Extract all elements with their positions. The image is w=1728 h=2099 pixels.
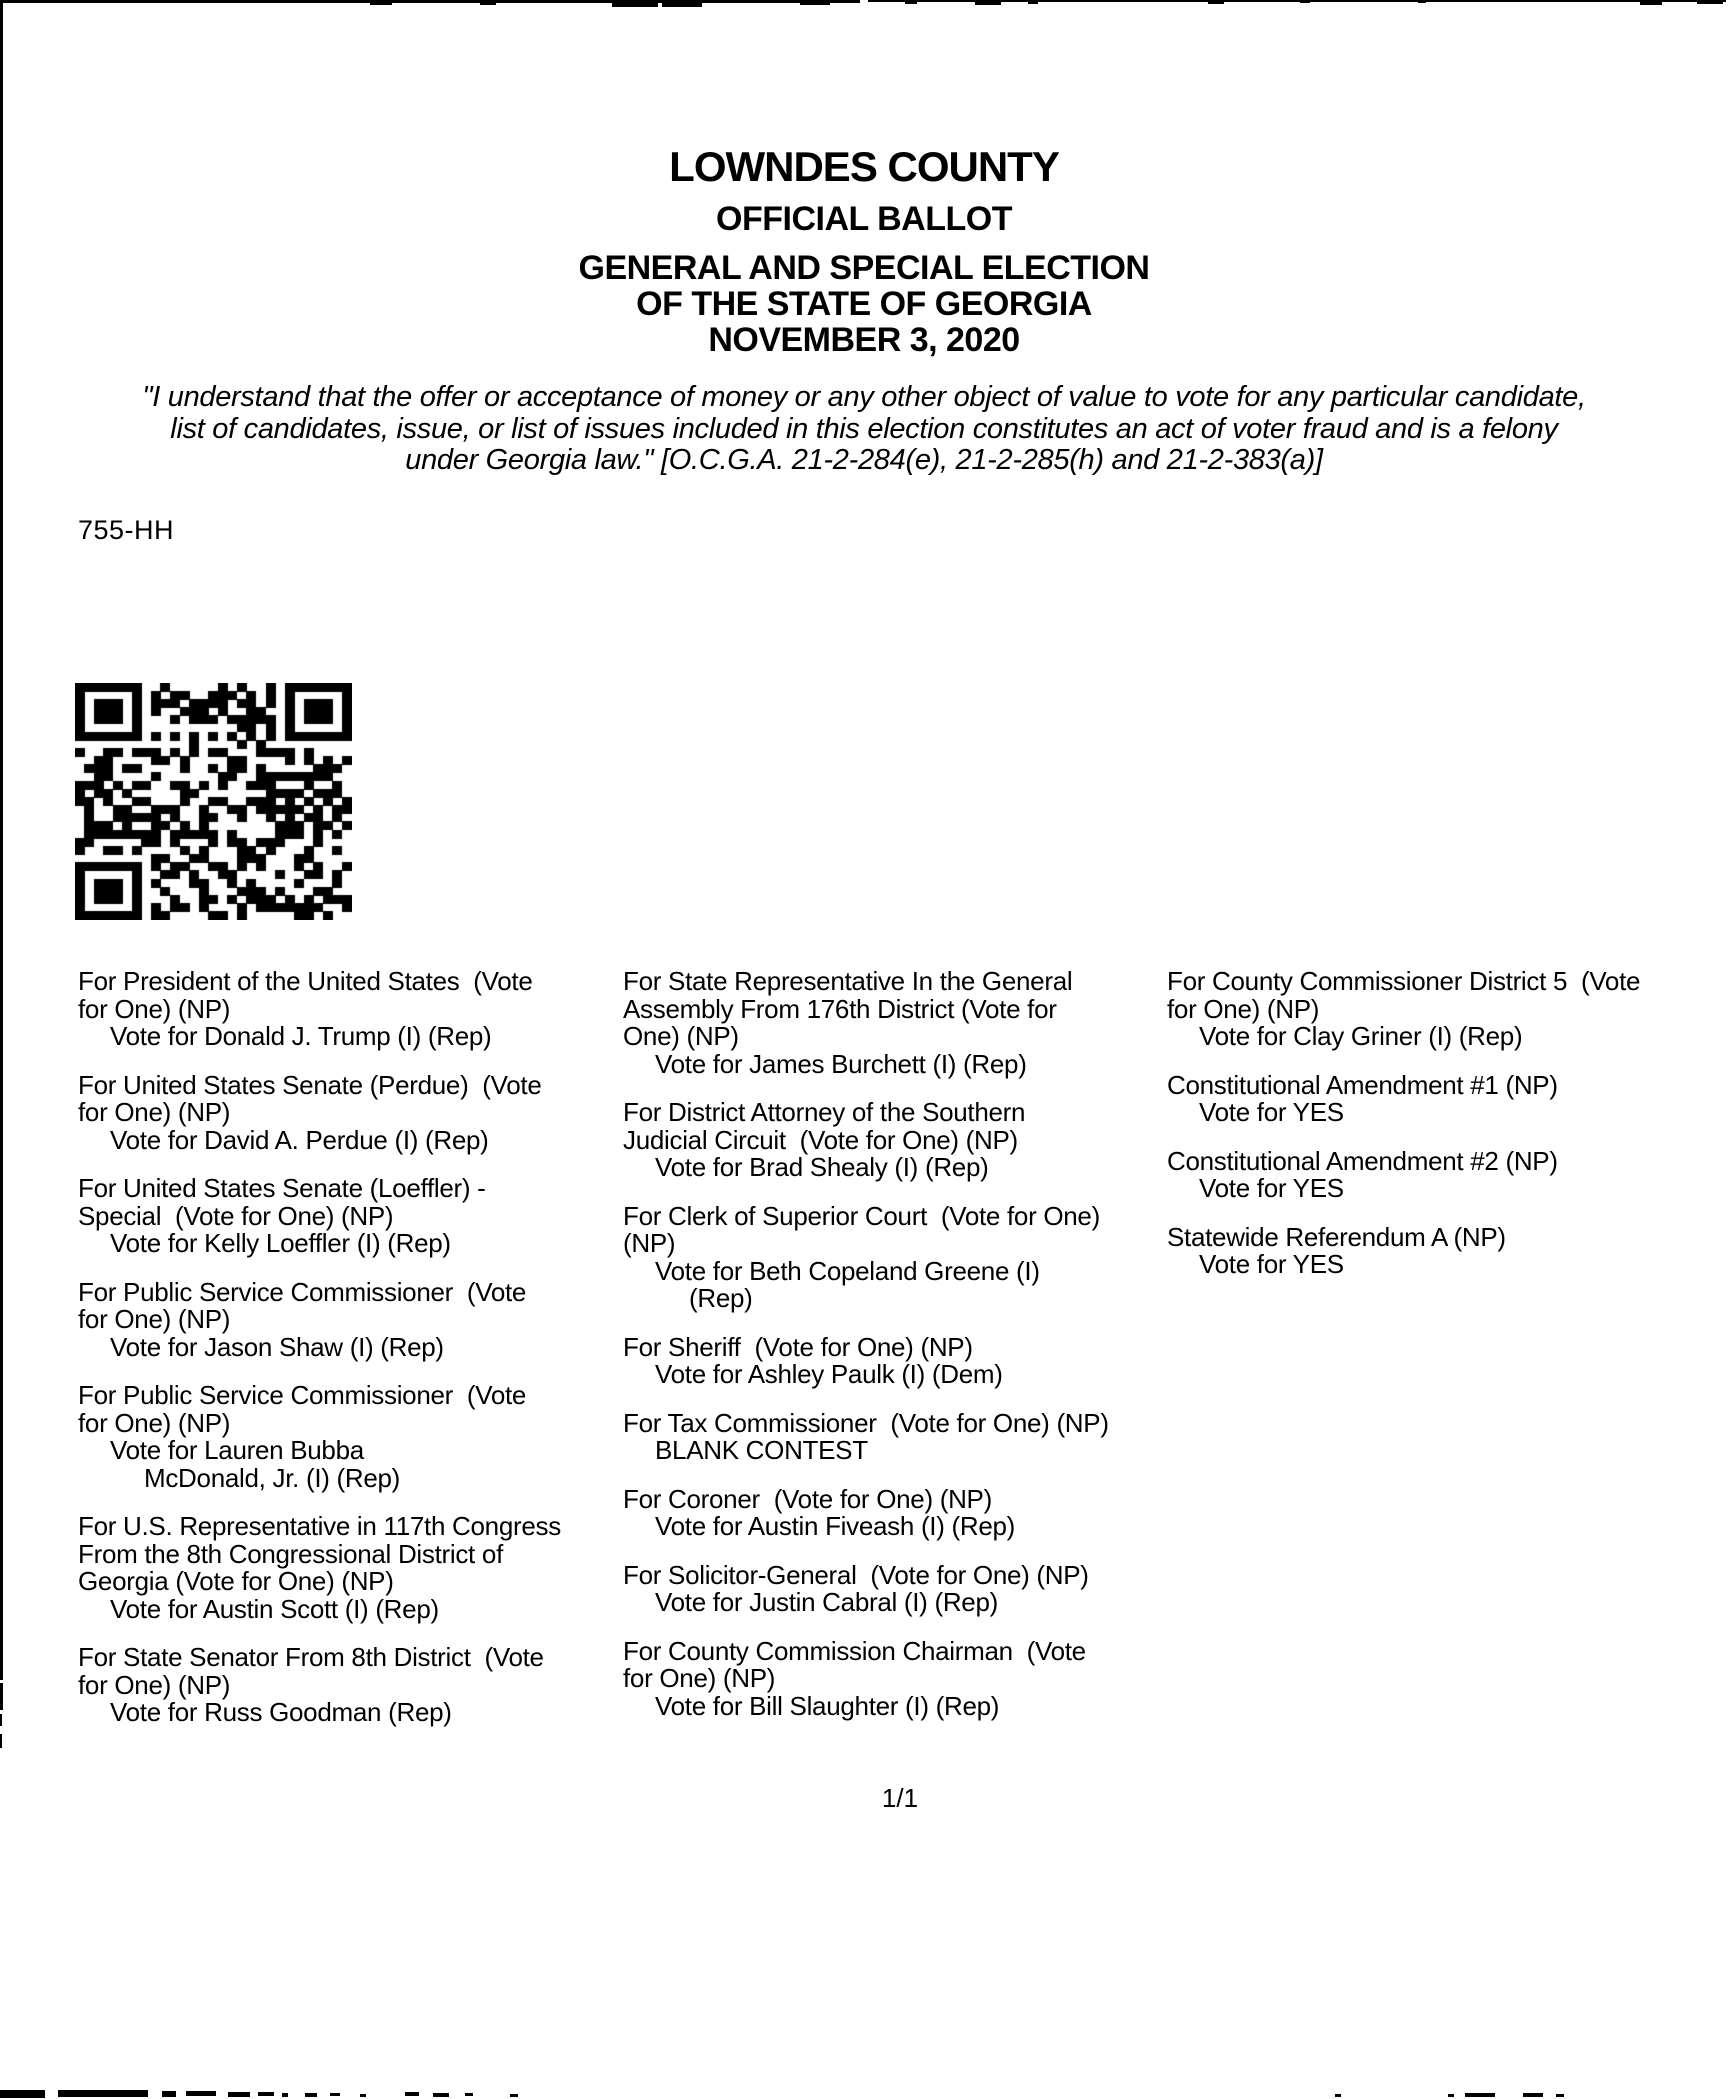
scan-artifact-mark	[975, 0, 1001, 5]
contest-block	[623, 1407, 1173, 1465]
contest-title-line: For Clerk of Superior Court (Vote for One)	[623, 1200, 1100, 1231]
contest-title-line: for One) (NP)	[78, 993, 231, 1024]
contest-block	[1167, 968, 1717, 1051]
scan-artifact-mark	[405, 2092, 419, 2096]
scan-artifact-mark	[330, 2093, 340, 2096]
contest-title-line: For United States Senate (Loeffler) -	[78, 1173, 486, 1203]
fraud-disclaimer	[0, 382, 1728, 477]
scan-artifact-mark	[800, 0, 830, 5]
vote-selection-line: BLANK CONTEST	[655, 1435, 868, 1465]
contest-title-line: Georgia (Vote for One) (NP)	[78, 1566, 394, 1596]
contest-title-line: From the 8th Congressional District of	[78, 1538, 503, 1569]
contest-title-line: Statewide Referendum A (NP)	[1167, 1221, 1506, 1252]
vote-selection-line: Vote for YES	[1199, 1173, 1344, 1203]
vote-selection-line: Vote for David A. Perdue (I) (Rep)	[110, 1124, 489, 1155]
contest-title-line: For Sheriff (Vote for One) (NP)	[623, 1331, 973, 1362]
vote-selection-line: Vote for Clay Griner (I) (Rep)	[1199, 1021, 1523, 1051]
contest-block	[623, 1483, 1173, 1541]
vote-selection-line: Vote for Bill Slaughter (I) (Rep)	[655, 1690, 1000, 1721]
scan-artifact-mark	[1697, 0, 1723, 4]
contest-title-line: for One) (NP)	[1167, 993, 1320, 1024]
scan-artifact-mark	[0, 1734, 2, 1748]
scan-artifact-mark	[480, 0, 496, 5]
contest-title-line: for One) (NP)	[78, 1097, 231, 1127]
contest-title-line: For Coroner (Vote for One) (NP)	[623, 1483, 992, 1514]
ballot-type-title: OFFICIAL BALLOT	[716, 200, 1012, 238]
contest-block	[78, 1382, 628, 1492]
contest-title-line: For District Attorney of the Southern	[623, 1097, 1026, 1127]
contest-title-line: For United States Senate (Perdue) (Vote	[78, 1069, 542, 1100]
contest-title-line: Judicial Circuit (Vote for One) (NP)	[623, 1124, 1018, 1155]
contest-block	[623, 1099, 1173, 1182]
contest-title-line: For County Commission Chairman (Vote	[623, 1635, 1086, 1666]
scan-artifact-mark	[360, 2094, 366, 2097]
contest-title-line: For State Senator From 8th District (Vote	[78, 1642, 544, 1672]
contest-column	[623, 968, 1173, 1741]
scan-artifact-mark	[0, 1714, 2, 1726]
scan-artifact-mark	[465, 2093, 473, 2096]
contest-block	[623, 968, 1173, 1078]
contest-block	[1167, 1069, 1717, 1127]
vote-selection-line: Vote for Brad Shealy (I) (Rep)	[655, 1152, 989, 1182]
scan-artifact-mark	[0, 0, 860, 3]
scan-artifact-mark	[186, 2091, 216, 2096]
fraud-disclaimer-line1: "I understand that the offer or acceptance of money or any other object of value to vote for any particular candidate,	[142, 381, 1586, 413]
contest-title-line: For Public Service Commissioner (Vote	[78, 1276, 527, 1307]
scan-artifact-mark	[662, 0, 702, 7]
scan-artifact-mark	[1465, 2093, 1495, 2097]
scan-artifact-mark	[1556, 2094, 1564, 2097]
fraud-disclaimer-line2: list of candidates, issue, or list of issues included in this election constitutes an act of voter fraud and is a felony	[170, 412, 1558, 445]
contest-block	[623, 1635, 1173, 1721]
vote-selection-line: Vote for Jason Shaw (I) (Rep)	[110, 1331, 444, 1362]
vote-selection-line: Vote for Donald J. Trump (I) (Rep)	[110, 1021, 492, 1051]
vote-selection-line: Vote for YES	[1199, 1249, 1344, 1279]
scan-artifact-mark	[1028, 0, 1038, 4]
contest-column	[1167, 968, 1717, 1300]
contest-block	[1167, 1145, 1717, 1203]
contest-block	[78, 1175, 628, 1258]
scan-artifact-mark	[1335, 2094, 1341, 2097]
vote-selection-line: Vote for Kelly Loeffler (I) (Rep)	[110, 1228, 451, 1258]
scan-artifact-mark	[1418, 0, 1426, 3]
contest-title-line: Assembly From 176th District (Vote for	[623, 993, 1057, 1024]
election-title-line2: OF THE STATE OF GEORGIA	[636, 285, 1092, 323]
contest-block	[78, 1513, 628, 1623]
scan-artifact-mark	[0, 1683, 3, 1710]
contest-title-line: for One) (NP)	[623, 1663, 776, 1693]
scan-artifact-mark	[510, 2094, 518, 2097]
contest-column	[78, 968, 628, 1748]
vote-selection-line: Vote for Austin Scott (I) (Rep)	[110, 1593, 439, 1624]
scan-artifact-mark	[0, 2090, 45, 2098]
scan-artifact-mark	[370, 0, 392, 5]
contest-block	[623, 1559, 1173, 1617]
scan-artifact-mark	[612, 0, 658, 7]
contest-title-line: for One) (NP)	[78, 1407, 231, 1438]
scan-artifact-mark	[228, 2092, 250, 2097]
fraud-disclaimer-line3: under Georgia law." [O.C.G.A. 21-2-284(e), 21-2-285(h) and 21-2-383(a)]	[405, 444, 1323, 476]
contest-block	[1167, 1221, 1717, 1279]
contest-title-line: Special (Vote for One) (NP)	[78, 1200, 394, 1231]
contest-title-line: For State Representative In the General	[623, 966, 1073, 996]
scan-artifact-mark	[1448, 2094, 1454, 2097]
contest-title-line: For Public Service Commissioner (Vote	[78, 1380, 527, 1410]
scan-artifact-mark	[258, 2092, 274, 2096]
scan-artifact-mark	[1640, 0, 1662, 5]
scan-artifact-mark	[1208, 0, 1224, 4]
scan-artifact-mark	[282, 2093, 288, 2097]
vote-selection-line: Vote for Russ Goodman (Rep)	[110, 1697, 452, 1727]
vote-selection-line: Vote for Beth Copeland Greene (I)	[655, 1255, 1040, 1286]
contest-block	[78, 968, 628, 1051]
contest-title-line: For President of the United States (Vote	[78, 966, 533, 996]
election-title	[0, 250, 1728, 358]
contest-block	[78, 1644, 628, 1727]
vote-selection-line: Vote for Lauren Bubba	[110, 1435, 364, 1465]
scan-artifact-mark	[1523, 2093, 1543, 2097]
contest-block	[623, 1200, 1173, 1313]
vote-selection-line: Vote for Justin Cabral (I) (Rep)	[655, 1587, 998, 1617]
scan-artifact-mark	[1300, 0, 1310, 3]
contest-title-line: Constitutional Amendment #2 (NP)	[1167, 1145, 1558, 1176]
scan-artifact-mark	[0, 0, 3, 1680]
contest-title-line: (NP)	[623, 1228, 676, 1258]
vote-selection-line: Vote for James Burchett (I) (Rep)	[655, 1048, 1027, 1079]
scan-artifact-mark	[433, 2093, 449, 2097]
contest-title-line: Constitutional Amendment #1 (NP)	[1167, 1069, 1558, 1100]
contest-title-line: One) (NP)	[623, 1021, 739, 1051]
election-title-line1: GENERAL AND SPECIAL ELECTION	[578, 249, 1150, 287]
election-date: NOVEMBER 3, 2020	[708, 321, 1020, 359]
vote-selection-line: McDonald, Jr. (I) (Rep)	[144, 1462, 401, 1493]
contest-title-line: For U.S. Representative in 117th Congress	[78, 1511, 561, 1541]
scan-artifact-mark	[162, 2091, 176, 2097]
contest-title-line: For County Commissioner District 5 (Vote	[1167, 966, 1641, 996]
scan-artifact-mark	[905, 0, 917, 4]
contest-block	[78, 1069, 628, 1155]
contest-block	[623, 1331, 1173, 1389]
vote-selection-line: Vote for YES	[1199, 1097, 1344, 1127]
vote-selection-line: (Rep)	[689, 1283, 753, 1313]
contest-title-line: For Tax Commissioner (Vote for One) (NP)	[623, 1407, 1109, 1438]
contest-title-line: for One) (NP)	[78, 1669, 231, 1700]
page-number: 1/1	[881, 1783, 919, 1813]
vote-selection-line: Vote for Ashley Paulk (I) (Dem)	[655, 1359, 1003, 1389]
contest-title-line: for One) (NP)	[78, 1304, 231, 1334]
scan-artifact-mark	[58, 2090, 148, 2097]
contest-block	[78, 1276, 628, 1362]
vote-selection-line: Vote for Austin Fiveash (I) (Rep)	[655, 1511, 1016, 1541]
ballot-style-code: 755-HH	[78, 515, 175, 545]
county-title: LOWNDES COUNTY	[669, 143, 1059, 190]
contest-title-line: For Solicitor-General (Vote for One) (NP)	[623, 1559, 1089, 1590]
qr-code	[75, 683, 352, 920]
scan-artifact-mark	[305, 2093, 317, 2097]
